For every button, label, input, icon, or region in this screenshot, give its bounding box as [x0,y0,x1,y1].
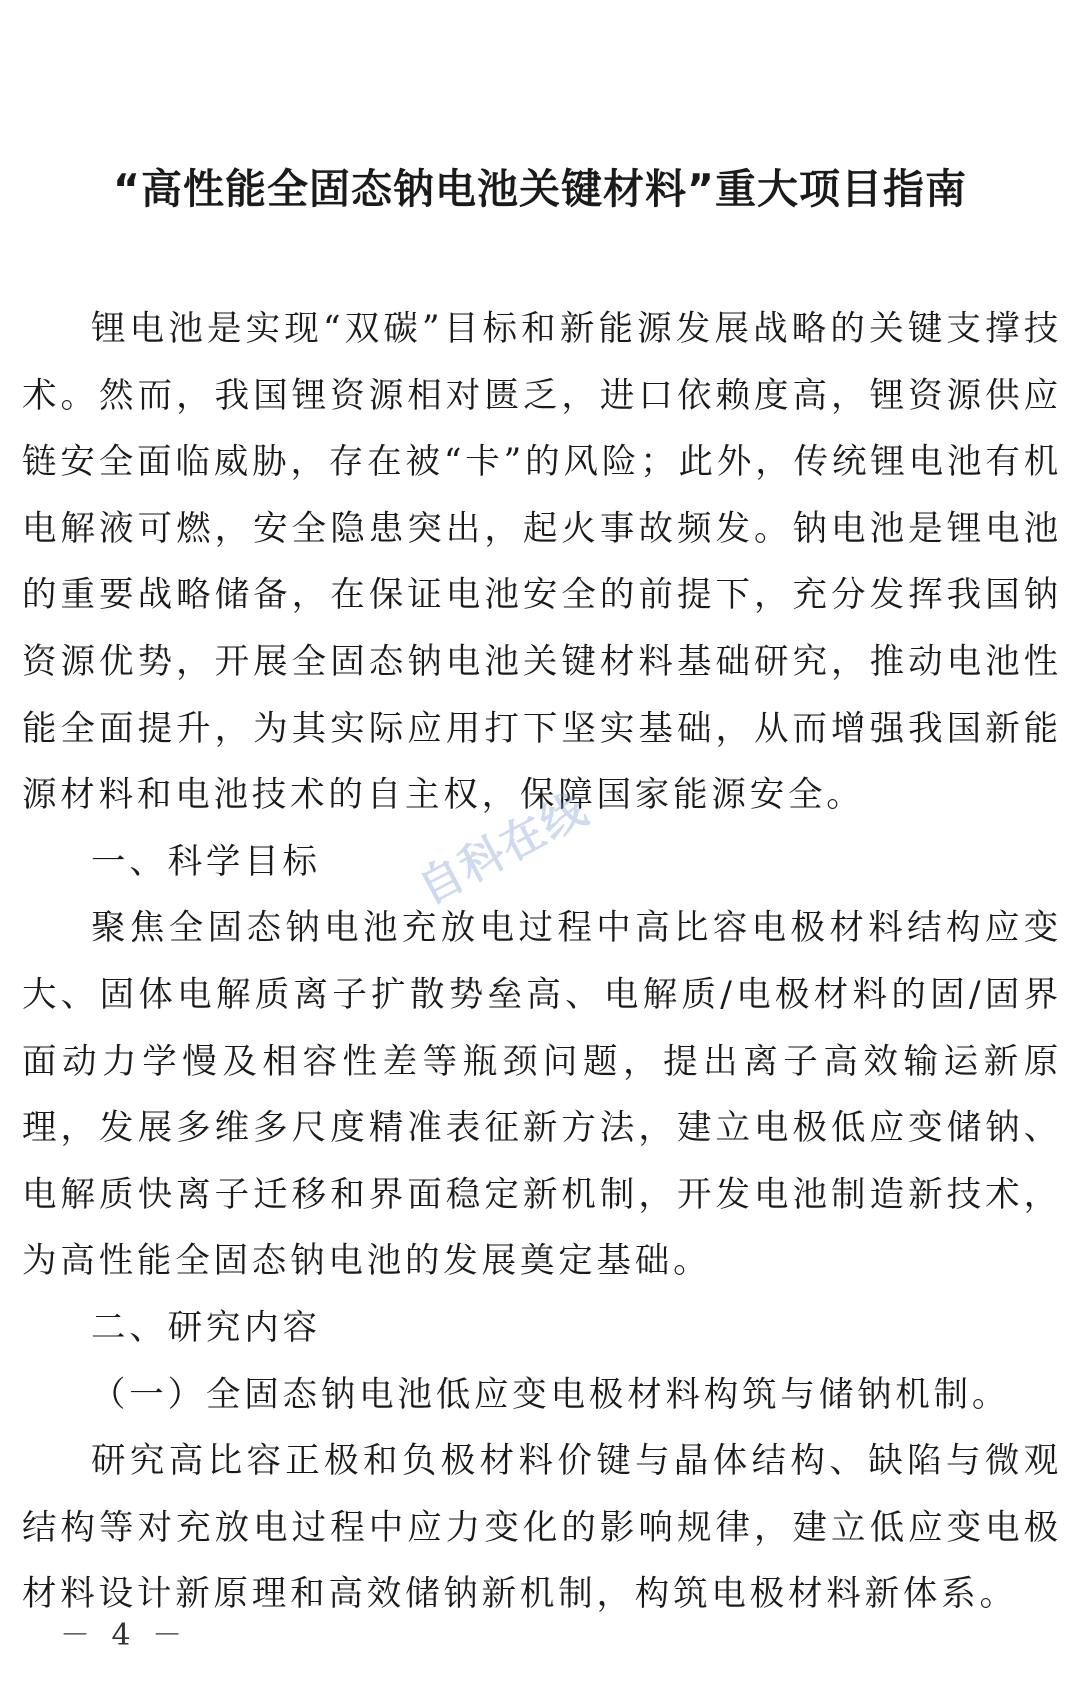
electrode-materials-paragraph: 研究高比容正极和负极材料价键与晶体结构、缺陷与微观结构等对充放电过程中应力变化的影响规律，建立低应变电极材料设计新原理和高效储钠新机制，构筑电极材料新体系。 [22,1441,1062,1615]
objectives-paragraph: 聚焦全固态钠电池充放电过程中高比容电极材料结构应变大、固体电解质离子扩散势垒高、电解质/电极材料的固/固界面动力学慢及相容性差等瓶颈问题，提出离子高效输运新原理，发展多维多尺度精准表征新方法，建立电极低应变储钠、电解质快离子迁移和界面稳定新机制，开发电池制造新技术，为高性能全固态钠电池的发展奠定基础。 [22,908,1062,1282]
section-heading-objectives: 一、科学目标 [91,841,321,882]
document-body [22,296,1062,1628]
document-title: “高性能全固态钠电池关键材料”重大项目指南 [113,165,967,213]
subsection-heading-electrode-materials: （一）全固态钠电池低应变电极材料构筑与储钠机制。 [91,1374,1011,1415]
intro-paragraph: 锂电池是实现“双碳”目标和新能源发展战略的关键支撑技术。然而，我国锂资源相对匮乏，进口依赖度高，锂资源供应链安全面临威胁，存在被“卡”的风险；此外，传统锂电池有机电解液可燃，安全隐患突出，起火事故频发。钠电池是锂电池的重要战略储备，在保证电池安全的前提下，充分发挥我国钠资源优势，开展全固态钠电池关键材料基础研究，推动电池性能全面提升，为其实际应用打下坚实基础，从而增强我国新能源材料和电池技术的自主权，保障国家能源安全。 [22,309,1062,816]
section-heading-research-content: 二、研究内容 [91,1307,321,1348]
watermark: 自科在线 [410,783,597,915]
page-number: － 4 － [60,1618,189,1653]
